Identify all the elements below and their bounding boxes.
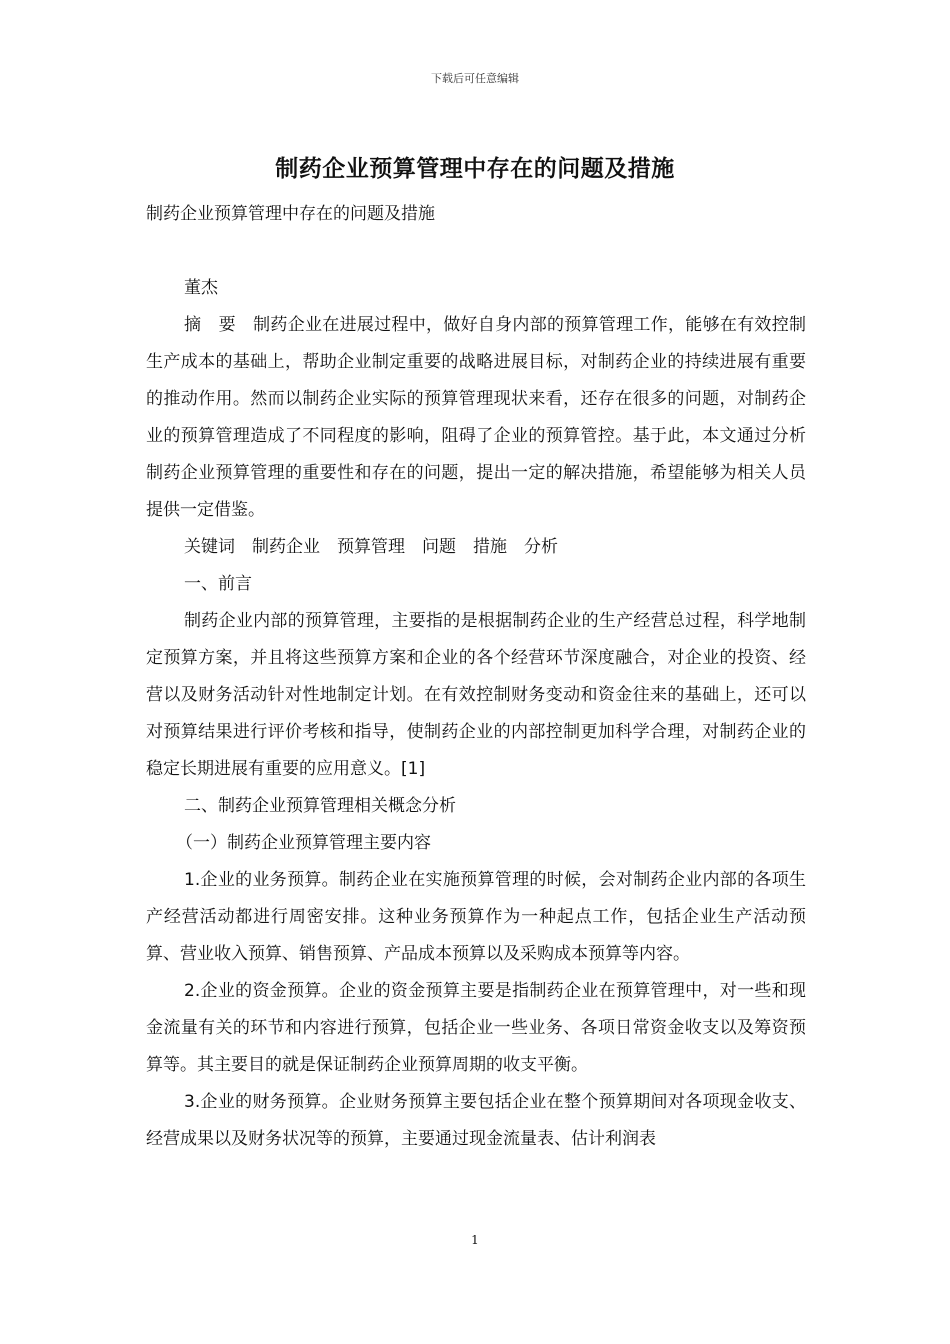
keywords-line: 关键词 制药企业 预算管理 问题 措施 分析 xyxy=(184,537,558,557)
list-item-capital-budget: 2.企业的资金预算。企业的资金预算主要是指制药企业在预算管理中，对一些和现金流量有关的环节和内容进行预算，包括企业一些业务、各项日常资金收支以及筹资预算等。其主要目的就是保证制药企业预算周期的收支平衡。 xyxy=(146,981,806,1075)
blank-line xyxy=(146,233,806,270)
section-heading-concepts: 二、制药企业预算管理相关概念分析 xyxy=(184,796,456,816)
list-item-business-budget: 1.企业的业务预算。制药企业在实施预算管理的时候，会对制药企业内部的各项生产经营活动都进行周密安排。这种业务预算作为一种起点工作，包括企业生产活动预算、营业收入预算、销售预算、产品成本预算以及采购成本预算等内容。 xyxy=(146,870,806,964)
list-item-financial-budget: 3.企业的财务预算。企业财务预算主要包括企业在整个预算期间对各项现金收支、经营成果以及财务状况等的预算，主要通过现金流量表、估计利润表 xyxy=(146,1092,806,1149)
author-name: 董杰 xyxy=(184,278,218,298)
document-subtitle: 制药企业预算管理中存在的问题及措施 xyxy=(146,204,435,224)
header-note: 下载后可任意编辑 xyxy=(431,72,519,85)
preface-paragraph: 制药企业内部的预算管理，主要指的是根据制药企业的生产经营总过程，科学地制定预算方案，并且将这些预算方案和企业的各个经营环节深度融合，对企业的投资、经营以及财务活动针对性地制定计划。在有效控制财务变动和资金往来的基础上，还可以对预算结果进行评价考核和指导，使制药企业的内部控制更加科学合理，对制药企业的稳定长期进展有重要的应用意义。[1] xyxy=(146,611,806,779)
page-number: 1 xyxy=(471,1233,479,1247)
subsection-heading-main-content: （一）制药企业预算管理主要内容 xyxy=(176,833,431,853)
abstract-paragraph: 摘 要 制药企业在进展过程中，做好自身内部的预算管理工作，能够在有效控制生产成本的基础上，帮助企业制定重要的战略进展目标，对制药企业的持续进展有重要的推动作用。然而以制药企业实际的预算管理现状来看，还存在很多的问题，对制药企业的预算管理造成了不同程度的影响，阻碍了企业的预算管控。基于此，本文通过分析制药企业预算管理的重要性和存在的问题，提出一定的解决措施，希望能够为相关人员提供一定借鉴。 xyxy=(146,315,806,520)
section-heading-preface: 一、前言 xyxy=(184,574,252,594)
document-title: 制药企业预算管理中存在的问题及措施 xyxy=(275,156,675,182)
document-body xyxy=(146,196,806,1158)
